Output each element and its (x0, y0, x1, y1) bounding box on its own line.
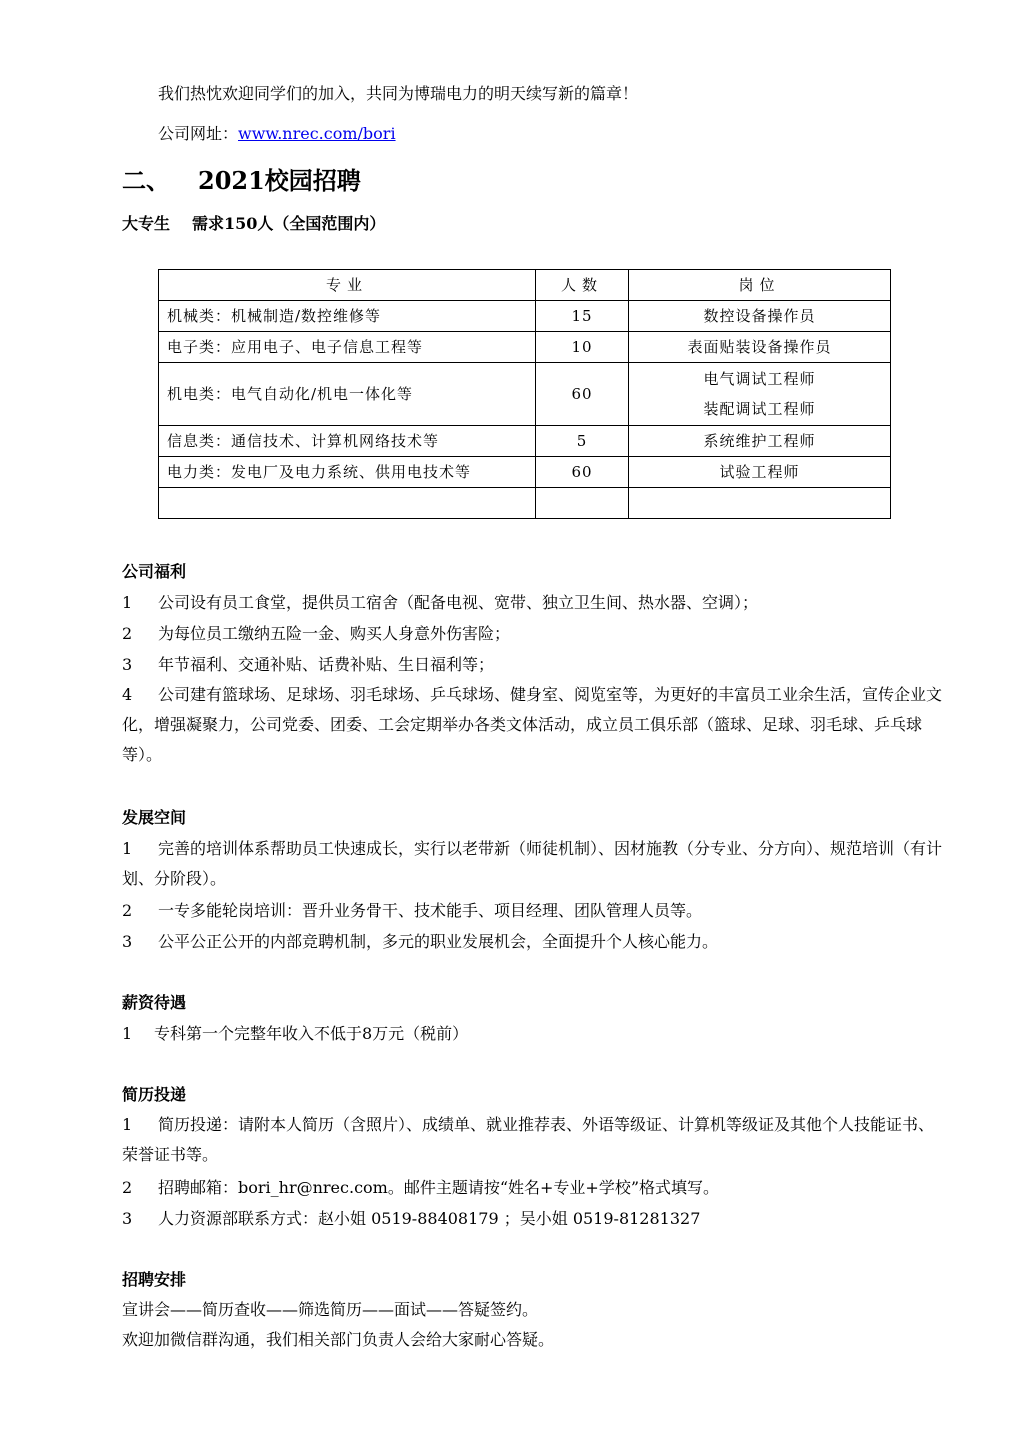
cell-major: 信息类：通信技术、计算机网络技术等 (159, 426, 536, 457)
list-item (122, 1173, 942, 1203)
header-position: 岗位 (629, 270, 891, 301)
header-major: 专业 (159, 270, 536, 301)
list-item (122, 1110, 942, 1170)
welfare-title: 公司福利 (122, 562, 187, 581)
cell-empty (629, 488, 891, 519)
list-item (122, 896, 942, 926)
item-number: 3 (122, 932, 133, 951)
website-label: 公司网址： (158, 124, 239, 143)
cell-major: 机械类：机械制造/数控维修等 (159, 301, 536, 332)
development-title: 发展空间 (122, 808, 187, 827)
table-row (159, 301, 891, 332)
item-text: 年节福利、交通补贴、话费补贴、生日福利等； (158, 655, 495, 674)
cell-count: 60 (536, 363, 629, 426)
resume-title: 简历投递 (122, 1085, 187, 1104)
item-text: 人力资源部联系方式：赵小姐 0519-88408179 ；吴小姐 0519-81281327 (158, 1209, 701, 1228)
item-text: 简历投递：请附本人简历（含照片）、成绩单、就业推荐表、外语等级证、计算机等级证及其他个人技能证书、荣誉证书等。 (122, 1115, 935, 1164)
section-heading (122, 166, 361, 196)
item-number: 2 (122, 901, 133, 920)
item-text: 专科第一个完整年收入不低于8万元（税前） (154, 1024, 469, 1043)
subheading-level: 大专生 (122, 214, 171, 233)
cell-position-line: 电气调试工程师 (703, 370, 816, 388)
cell-count: 10 (536, 332, 629, 363)
list-item (122, 927, 942, 957)
list-item (122, 650, 942, 680)
cell-major: 电力类：发电厂及电力系统、供用电技术等 (159, 457, 536, 488)
item-number: 3 (122, 655, 133, 674)
cell-count: 15 (536, 301, 629, 332)
recruitment-table (158, 269, 891, 519)
cell-position: 数控设备操作员 (629, 301, 891, 332)
table-row (159, 426, 891, 457)
item-number: 4 (122, 685, 133, 704)
cell-count: 60 (536, 457, 629, 488)
cell-major: 机电类：电气自动化/机电一体化等 (159, 363, 536, 426)
cell-position: 试验工程师 (629, 457, 891, 488)
cell-position (629, 363, 891, 426)
header-count: 人数 (536, 270, 629, 301)
salary-title: 薪资待遇 (122, 993, 187, 1012)
item-text: 公平公正公开的内部竞聘机制，多元的职业发展机会，全面提升个人核心能力。 (158, 932, 719, 951)
cell-position-line: 装配调试工程师 (703, 400, 816, 418)
table-header-row (159, 270, 891, 301)
item-number: 2 (122, 624, 133, 643)
website-link[interactable]: www.nrec.com/bori (238, 124, 396, 143)
cell-position: 系统维护工程师 (629, 426, 891, 457)
item-text: 公司建有篮球场、足球场、羽毛球场、乒乓球场、健身室、阅览室等，为更好的丰富员工业余生活，宣传企业文化，增强凝聚力，公司党委、团委、工会定期举办各类文体活动，成立员工俱乐部（篮球、足球、羽毛球、乒乓球等）。 (122, 685, 943, 764)
item-text: 招聘邮箱：bori_hr@nrec.com。邮件主题请按“姓名+专业+学校”格式填写。 (158, 1178, 720, 1197)
schedule-title: 招聘安排 (122, 1270, 187, 1289)
item-text: 为每位员工缴纳五险一金、购买人身意外伤害险； (158, 624, 511, 643)
list-item (122, 680, 942, 770)
section-number: 二、 (122, 166, 170, 195)
cell-empty (536, 488, 629, 519)
item-number: 2 (122, 1178, 133, 1197)
schedule-note: 欢迎加微信群沟通，我们相关部门负责人会给大家耐心答疑。 (122, 1330, 555, 1349)
table-row (159, 457, 891, 488)
list-item (122, 1204, 942, 1234)
welcome-text: 我们热忱欢迎同学们的加入，共同为博瑞电力的明天续写新的篇章！ (158, 84, 639, 103)
list-item (122, 619, 942, 649)
subheading-demand: 需求150人（全国范围内） (192, 214, 386, 233)
item-number: 1 (122, 593, 133, 612)
section-title: 2021校园招聘 (198, 166, 361, 195)
item-number: 1 (122, 839, 133, 858)
section-subheading (122, 214, 385, 234)
item-number: 3 (122, 1209, 133, 1228)
cell-position: 表面贴装设备操作员 (629, 332, 891, 363)
item-text: 一专多能轮岗培训：晋升业务骨干、技术能手、项目经理、团队管理人员等。 (158, 901, 703, 920)
cell-empty (159, 488, 536, 519)
schedule-flow: 宣讲会——简历查收——筛选简历——面试——答疑签约。 (122, 1300, 539, 1319)
table-row (159, 363, 891, 426)
list-item (122, 834, 942, 894)
list-item (122, 588, 942, 618)
item-number: 1 (122, 1024, 133, 1043)
item-number: 1 (122, 1115, 133, 1134)
list-item (122, 1019, 942, 1049)
item-text: 完善的培训体系帮助员工快速成长，实行以老带新（师徒机制）、因材施教（分专业、分方向）、规范培训（有计划、分阶段）。 (122, 839, 943, 888)
website-line (158, 124, 396, 144)
cell-major: 电子类：应用电子、电子信息工程等 (159, 332, 536, 363)
table-row-empty (159, 488, 891, 519)
item-text: 公司设有员工食堂，提供员工宿舍（配备电视、宽带、独立卫生间、热水器、空调）； (158, 593, 759, 612)
table-row (159, 332, 891, 363)
cell-count: 5 (536, 426, 629, 457)
